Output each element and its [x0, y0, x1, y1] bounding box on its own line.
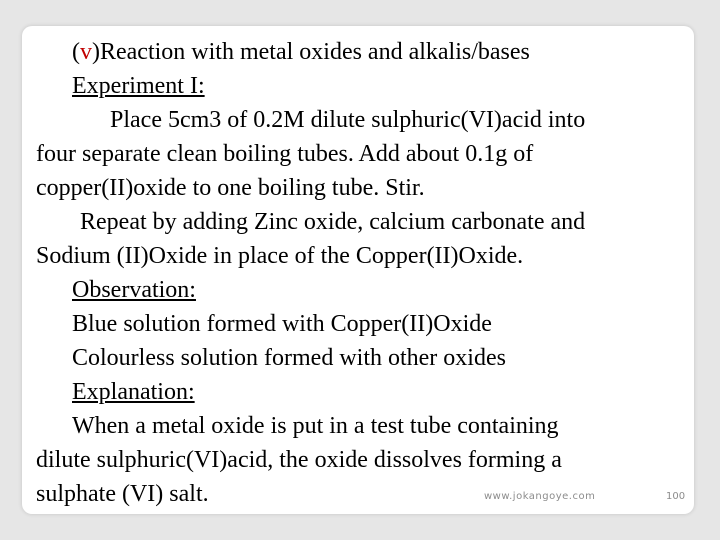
page-number: 100 — [666, 491, 686, 502]
observation-line-1: Blue solution formed with Copper(II)Oxide — [72, 311, 492, 337]
observation-label: Observation: — [72, 277, 196, 303]
explanation-line-1: When a metal oxide is put in a test tube containing — [72, 413, 559, 439]
explanation-line-3: sulphate (VI) salt. — [36, 481, 209, 507]
explanation-line-2: dilute sulphuric(VI)acid, the oxide dissolves forming a — [36, 447, 562, 473]
procedure-line-5: Sodium (II)Oxide in place of the Copper(II)Oxide. — [36, 243, 524, 269]
experiment-label: Experiment I: — [72, 73, 205, 99]
observation-line-2: Colourless solution formed with other oxides — [72, 345, 506, 371]
procedure-line-1: Place 5cm3 of 0.2M dilute sulphuric(VI)acid into — [110, 107, 586, 133]
experiment-label-line — [36, 69, 686, 103]
heading-title: )Reaction with metal oxides and alkalis/bases — [92, 39, 530, 65]
procedure-line-3: copper(II)oxide to one boiling tube. Stir. — [36, 175, 425, 201]
procedure-line-4: Repeat by adding Zinc oxide, calcium carbonate and — [80, 209, 586, 235]
procedure-line-2: four separate clean boiling tubes. Add about 0.1g of — [36, 141, 534, 167]
slide-body — [36, 35, 686, 511]
heading-prefix: ( — [72, 39, 80, 65]
footer-url[interactable]: www.jokangoye.com — [484, 491, 596, 502]
section-heading — [36, 35, 686, 69]
slide-footer — [22, 491, 694, 507]
explanation-label-line — [36, 375, 686, 409]
slide — [22, 26, 694, 514]
observation-label-line — [36, 273, 686, 307]
explanation-label: Explanation: — [72, 379, 195, 405]
heading-marker: v — [80, 39, 92, 65]
